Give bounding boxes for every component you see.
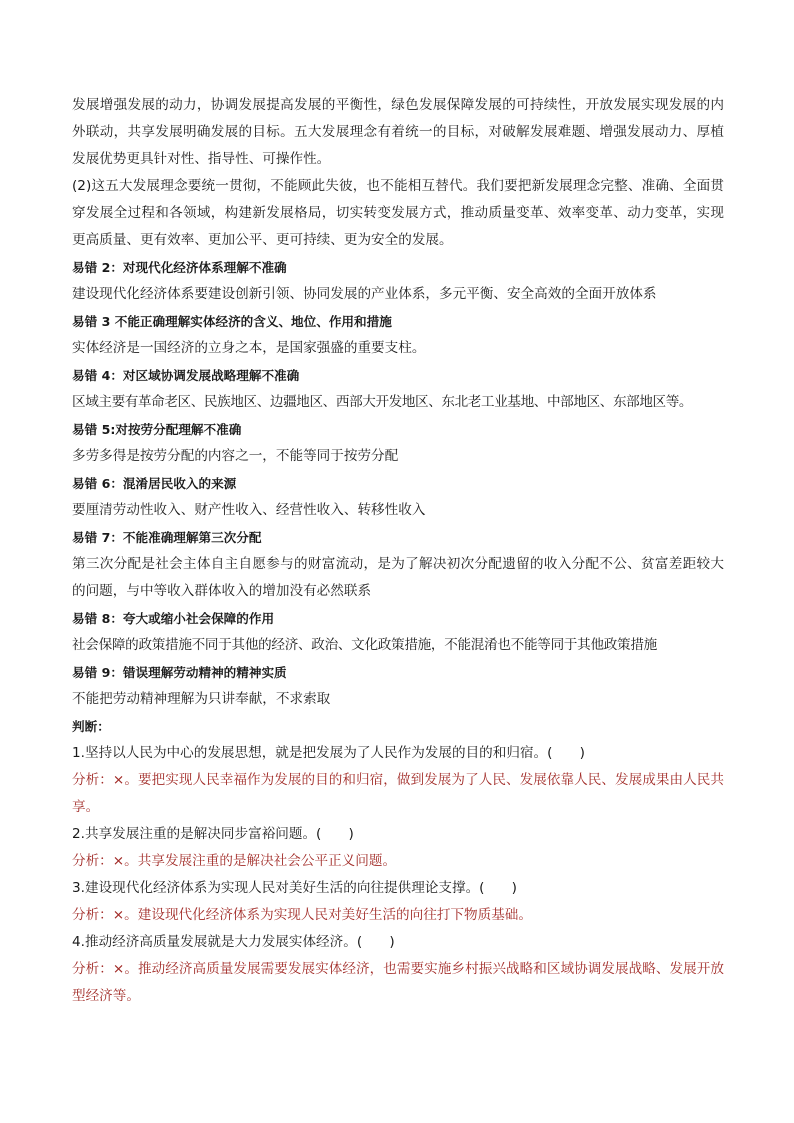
error-text-2: 建设现代化经济体系要建设创新引领、协同发展的产业体系，多元平衡、安全高效的全面开放体系	[72, 286, 657, 302]
error-text-3: 实体经济是一国经济的立身之本，是国家强盛的重要支柱。	[72, 340, 426, 356]
error-heading-5: 易错 5:对按劳分配理解不准确	[72, 422, 242, 437]
paragraph-five-concepts: 发展增强发展的动力，协调发展提高发展的平衡性，绿色发展保障发展的可持续性，开放发展实现发展的内外联动，共享发展明确发展的目标。五大发展理念有着统一的目标，对破解发展难题、增强发展动力、厚植发展优势更具针对性、指导性、可操作性。	[72, 97, 724, 167]
judgment-heading: 判断：	[72, 719, 110, 734]
error-text-8: 社会保障的政策措施不同于其他的经济、政治、文化政策措施，不能混淆也不能等同于其他政策措施	[72, 637, 657, 653]
error-text-9: 不能把劳动精神理解为只讲奉献，不求索取	[72, 691, 331, 707]
question-3: 3.建设现代化经济体系为实现人民对美好生活的向往提供理论支撑。( )	[72, 880, 517, 896]
error-heading-8: 易错 8：夸大或缩小社会保障的作用	[72, 611, 275, 626]
error-heading-4: 易错 4：对区域协调发展战略理解不准确	[72, 368, 300, 383]
error-text-7: 第三次分配是社会主体自主自愿参与的财富流动，是为了解决初次分配遗留的收入分配不公、贫富差距较大的问题，与中等收入群体收入的增加没有必然联系	[72, 556, 724, 599]
error-heading-3: 易错 3 不能正确理解实体经济的含义、地位、作用和措施	[72, 314, 392, 329]
error-text-4: 区域主要有革命老区、民族地区、边疆地区、西部大开发地区、东北老工业基地、中部地区、东部地区等。	[72, 394, 693, 410]
error-heading-9: 易错 9：错误理解劳动精神的精神实质	[72, 665, 287, 680]
paragraph-unified-implementation: (2)这五大发展理念要统一贯彻，不能顾此失彼，也不能相互替代。我们要把新发展理念完整、准确、全面贯穿发展全过程和各领域，构建新发展格局，切实转变发展方式，推动质量变革、效率变革、动力变革，实现更高质量、更有效率、更加公平、更可持续、更为安全的发展。	[72, 178, 724, 248]
analysis-3: 分析：×。建设现代化经济体系为实现人民对美好生活的向往打下物质基础。	[72, 907, 532, 923]
analysis-2: 分析：×。共享发展注重的是解决社会公平正义问题。	[72, 853, 397, 869]
document-page	[72, 92, 724, 1010]
error-heading-7: 易错 7：不能准确理解第三次分配	[72, 530, 262, 545]
error-heading-6: 易错 6：混淆居民收入的来源	[72, 476, 237, 491]
error-text-6: 要厘清劳动性收入、财产性收入、经营性收入、转移性收入	[72, 502, 426, 518]
analysis-1: 分析：×。要把实现人民幸福作为发展的目的和归宿，做到发展为了人民、发展依靠人民、发展成果由人民共享。	[72, 772, 724, 815]
error-text-5: 多劳多得是按劳分配的内容之一，不能等同于按劳分配	[72, 448, 399, 464]
question-1: 1.坚持以人民为中心的发展思想，就是把发展为了人民作为发展的目的和归宿。( )	[72, 745, 585, 761]
analysis-4: 分析：×。推动经济高质量发展需要发展实体经济，也需要实施乡村振兴战略和区域协调发展战略、发展开放型经济等。	[72, 961, 724, 1004]
question-2: 2.共享发展注重的是解决同步富裕问题。( )	[72, 826, 354, 842]
error-heading-2: 易错 2：对现代化经济体系理解不准确	[72, 260, 287, 275]
question-4: 4.推动经济高质量发展就是大力发展实体经济。( )	[72, 934, 395, 950]
